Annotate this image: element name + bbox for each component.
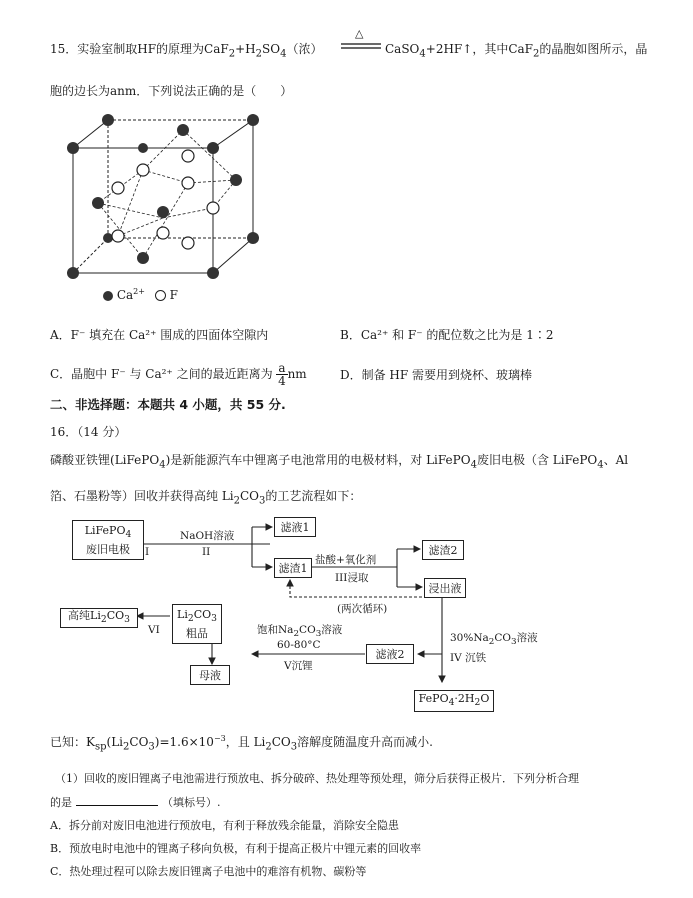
text: CO xyxy=(106,609,125,623)
heat-symbol: △ xyxy=(355,27,364,40)
sub: 4 xyxy=(470,459,477,471)
known-f: CO xyxy=(271,735,291,749)
text: O xyxy=(480,692,490,706)
q15-text-e: CaSO xyxy=(385,42,420,56)
q16-intro-formula: LiFePO xyxy=(114,453,160,467)
step-II-label: II xyxy=(202,546,211,558)
sub: 4 xyxy=(159,459,166,471)
q15-option-c xyxy=(50,362,307,387)
sub: 2 xyxy=(474,697,481,709)
sub: 3 xyxy=(124,614,130,626)
q16-sub1-line1: （1）回收的废旧锂离子电池需进行预放电、拆分破碎、热处理等预处理，筛分后获得正极片．下列分析合理 xyxy=(55,772,579,785)
step-temp-label: 60-80°C xyxy=(277,639,321,651)
text xyxy=(68,608,130,627)
sub: 2 xyxy=(532,48,540,60)
f-legend-icon xyxy=(155,290,166,301)
text: CO xyxy=(494,632,512,644)
ca-legend-sup: 2+ xyxy=(133,287,145,296)
box-pure-li2co3 xyxy=(60,608,138,628)
step-I-label: I xyxy=(145,546,150,558)
ca-legend-icon xyxy=(103,291,113,301)
box-residue-1: 滤渣1 xyxy=(274,558,312,578)
q15-text-a: 15．实验室制取HF的原理为CaF xyxy=(50,42,229,56)
q15-text-f: +2HF↑，其中CaF xyxy=(425,42,533,56)
step-hcl-label: 盐酸+氧化剂 xyxy=(315,554,377,566)
box-residue-2: 滤渣2 xyxy=(422,540,464,560)
known-c: CO xyxy=(129,735,149,749)
sub: 2 xyxy=(233,495,240,507)
step-na2co3-30-label xyxy=(450,630,538,647)
q16-sub1-line2 xyxy=(50,794,221,810)
q15-text-c: SO xyxy=(262,42,281,56)
caf2-unit-cell-figure xyxy=(58,108,278,308)
known-sp: sp xyxy=(94,741,107,753)
known-e: ，且 Li xyxy=(225,735,266,749)
sub: 2 xyxy=(100,614,107,626)
step-V-label: V沉锂 xyxy=(284,660,313,672)
figure-legend xyxy=(103,287,178,302)
text: 粗品 xyxy=(186,627,208,641)
step-III-label: III浸取 xyxy=(335,572,369,584)
text: CO xyxy=(299,624,316,636)
sub: 2 xyxy=(187,613,194,625)
text: FePO xyxy=(418,692,449,706)
q16-intro-b: 是新能源汽车中锂离子电池常用的电极材料，对 LiFePO xyxy=(170,453,471,467)
section-2-heading: 二、非选择题：本题共 4 小题，共 55 分. xyxy=(50,397,286,412)
ca-legend-label: Ca xyxy=(116,288,134,302)
step-naoh-label: NaOH溶液 xyxy=(180,530,235,542)
step-VI-label: VI xyxy=(148,624,160,636)
q16-known-line xyxy=(50,733,433,752)
sub: 3 xyxy=(511,637,517,648)
q16-option-b: B．预放电时电池中的锂离子移向负极，有利于提高正极片中锂元素的回收率 xyxy=(50,842,422,855)
text: Li xyxy=(177,607,188,621)
sub: 2 xyxy=(293,629,300,640)
answer-blank[interactable] xyxy=(76,795,158,806)
sub: 3 xyxy=(211,613,217,625)
sub: 4 xyxy=(419,48,426,60)
q16-intro2-c: 的工艺流程如下： xyxy=(265,489,362,503)
sub: 2 xyxy=(265,741,272,753)
text: 30%Na xyxy=(450,632,489,644)
sub: 2 xyxy=(228,48,236,60)
text: LiFePO xyxy=(84,523,126,537)
q16-option-a: A．拆分前对废旧电池进行预放电，有利于释放残余能量，消除安全隐患 xyxy=(50,819,399,832)
q16-intro-line2: 箔、石墨粉等）回收并获得高纯 $Li_2CO_3$的工艺流程如下： xyxy=(50,489,362,507)
sub: 4 xyxy=(280,48,287,60)
sub: 2 xyxy=(255,48,263,60)
sub: 3 xyxy=(148,741,155,753)
text xyxy=(177,607,217,626)
q15-line1-right xyxy=(385,40,647,59)
q16-sub1-prefix: 的是 xyxy=(50,796,72,809)
q15-text-b: +H xyxy=(235,42,256,56)
fraction-denominator: 4 xyxy=(278,374,286,388)
box-crude-li2co3 xyxy=(172,604,222,644)
q16-option-c: C．热处理过程可以除去废旧锂离子电池中的难溶有机物、碳粉等 xyxy=(50,865,367,878)
text: 饱和Na xyxy=(257,624,294,636)
fraction xyxy=(276,362,287,387)
text xyxy=(85,523,132,542)
box-filtrate-2: 滤液2 xyxy=(366,644,414,664)
sub: 4 xyxy=(597,459,604,471)
known-g: 溶解度随温度升高而减小. xyxy=(297,735,433,749)
q15-line1 xyxy=(50,40,322,59)
sub: 4 xyxy=(125,529,132,541)
process-flowchart xyxy=(52,512,552,727)
q16-intro-a: 磷酸亚铁锂 xyxy=(50,453,111,467)
f-legend-label: F xyxy=(169,288,178,302)
step-saturated-na2co3-label xyxy=(257,622,342,639)
cycle-label: (两次循环) xyxy=(337,603,388,615)
sub: 3 xyxy=(315,629,322,640)
q15-text-d: （浓） xyxy=(286,42,323,56)
q16-sub1-suffix: （填标号）. xyxy=(162,796,221,809)
sub: 2 xyxy=(488,637,495,648)
text: 溶液 xyxy=(516,632,538,644)
q16-intro-c: 废旧电极（含 LiFePO xyxy=(476,453,598,467)
text: 溶液 xyxy=(321,624,343,636)
sub: 3 xyxy=(290,741,298,753)
box-leachate: 浸出液 xyxy=(424,578,466,598)
text: 高纯Li xyxy=(68,609,101,623)
q16-intro-d: 、Al xyxy=(603,453,629,467)
q15-option-a: A．F⁻ 填充在 Ca²⁺ 围成的四面体空隙内 xyxy=(50,328,269,342)
text xyxy=(419,691,490,710)
reaction-equals-arrow xyxy=(340,42,382,50)
q15-option-c-unit: nm xyxy=(287,367,307,381)
box-filtrate-1: 滤液1 xyxy=(274,517,316,537)
q15-option-b: B．Ca²⁺ 和 F⁻ 的配位数之比为是 1∶2 xyxy=(340,328,554,342)
box-fepo4 xyxy=(414,690,494,712)
q15-text-g: 的晶胞如图所示，晶 xyxy=(539,42,648,56)
q16-intro2-a: 箔、石墨粉等）回收并获得高纯 Li xyxy=(50,489,234,503)
sub: 4 xyxy=(448,697,455,709)
text: ·2H xyxy=(454,692,475,706)
known-b: (Li xyxy=(106,735,124,749)
q16-intro-line1: 磷酸亚铁锂(LiFePO$_4$)是新能源汽车中锂离子电池常用的电极材料，对 LiFePO$_4$废旧电极（含 LiFePO$_4$、Al xyxy=(50,453,629,471)
box-mother-liquor: 母液 xyxy=(190,665,230,685)
q15-option-d: D．制备 HF 需要用到烧杯、玻璃棒 xyxy=(340,368,533,382)
step-IV-label: IV 沉铁 xyxy=(450,652,487,664)
sub: 2 xyxy=(123,741,130,753)
text: 废旧电极 xyxy=(86,543,130,557)
known-a: 已知：K xyxy=(50,735,95,749)
known-d: )=1.6×10 xyxy=(154,735,214,749)
known-exp: −3 xyxy=(213,734,226,743)
q15-option-c-text: C．晶胞中 F⁻ 与 Ca²⁺ 之间的最近距离为 xyxy=(50,367,273,381)
box-spent-electrode xyxy=(72,520,144,560)
q15-line2: 胞的边长为anm．下列说法正确的是（ ） xyxy=(50,84,293,98)
q16-intro2-b: CO xyxy=(240,489,260,503)
text: CO xyxy=(193,607,212,621)
fraction-numerator: a xyxy=(278,361,286,375)
q16-heading: 16．（14 分） xyxy=(50,425,127,439)
